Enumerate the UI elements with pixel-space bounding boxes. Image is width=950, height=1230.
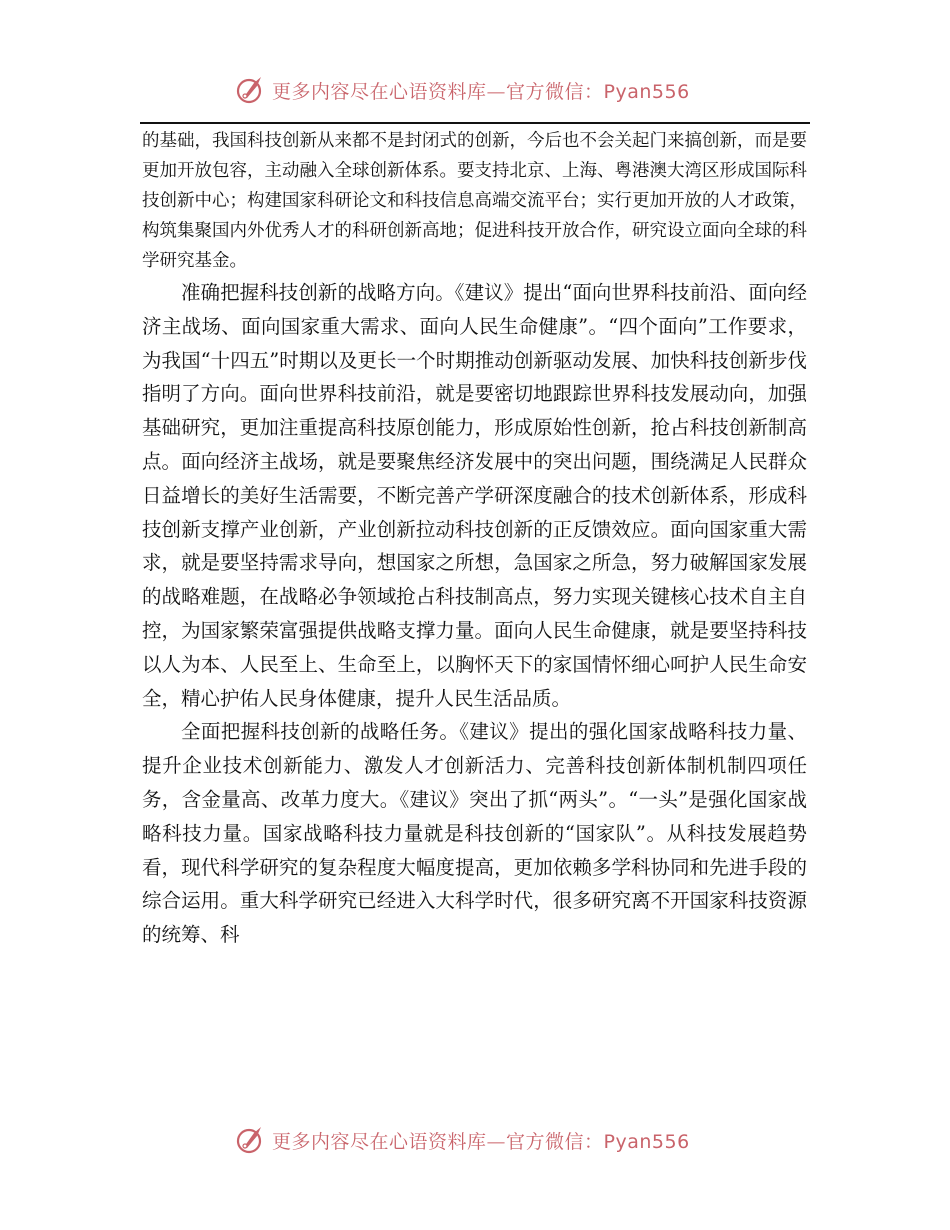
header-rule [140, 122, 810, 124]
pen-nib-logo-icon [234, 1123, 268, 1157]
footer-brand-dash: — [486, 1130, 507, 1153]
header-brand-main: 更多内容尽在心语资料库 [272, 80, 487, 103]
footer-brand-main: 更多内容尽在心语资料库 [272, 1130, 487, 1153]
footer-brand-contact: 官方微信：Pyan556 [506, 1130, 690, 1153]
page-footer [0, 1120, 950, 1160]
paragraph-1: 的基础，我国科技创新从来都不是封闭式的创新，今后也不会关起门来搞创新，而是要更加开放包容，主动融入全球创新体系。要支持北京、上海、粤港澳大湾区形成国际科技创新中心；构建国家科研论文和科技信息高端交流平台；实行更加开放的人才政策，构筑集聚国内外优秀人才的科研创新高地；促进科技开放合作，研究设立面向全球的科学研究基金。 [142, 131, 807, 271]
document-body [142, 126, 807, 952]
footer-brand [234, 1120, 690, 1160]
pen-nib-logo-icon [234, 73, 268, 107]
page-header [0, 70, 950, 110]
header-brand-contact: 官方微信：Pyan556 [506, 80, 690, 103]
header-brand [234, 70, 690, 110]
paragraph-3: 全面把握科技创新的战略任务。《建议》提出的强化国家战略科技力量、提升企业技术创新能力、激发人才创新活力、完善科技创新体制机制四项任务，含金量高、改革力度大。《建议》突出了抓“两头”。“一头”是强化国家战略科技力量。国家战略科技力量就是科技创新的“国家队”。从科技发展趋势看，现代科学研究的复杂程度大幅度提高，更加依赖多学科协同和先进手段的综合运用。重大科学研究已经进入大科学时代，很多研究离不开国家科技资源的统筹、科 [142, 720, 807, 947]
header-brand-dash: — [486, 80, 507, 103]
paragraph-2: 准确把握科技创新的战略方向。《建议》提出“面向世界科技前沿、面向经济主战场、面向国家重大需求、面向人民生命健康”。“四个面向”工作要求，为我国“十四五”时期以及更长一个时期推动创新驱动发展、加快科技创新步伐指明了方向。面向世界科技前沿，就是要密切地跟踪世界科技发展动向，加强基础研究，更加注重提高科技原创能力，形成原始性创新，抢占科技创新制高点。面向经济主战场，就是要聚焦经济发展中的突出问题，围绕满足人民群众日益增长的美好生活需要，不断完善产学研深度融合的技术创新体系，形成科技创新支撑产业创新，产业创新拉动科技创新的正反馈效应。面向国家重大需求，就是要坚持需求导向，想国家之所想，急国家之所急，努力破解国家发展的战略难题，在战略必争领域抢占科技制高点，努力实现关键核心技术自主自控，为国家繁荣富强提供战略支撑力量。面向人民生命健康，就是要坚持科技以人为本、人民至上、生命至上，以胸怀天下的家国情怀细心呵护人民生命安全，精心护佑人民身体健康，提升人民生活品质。 [142, 281, 807, 710]
